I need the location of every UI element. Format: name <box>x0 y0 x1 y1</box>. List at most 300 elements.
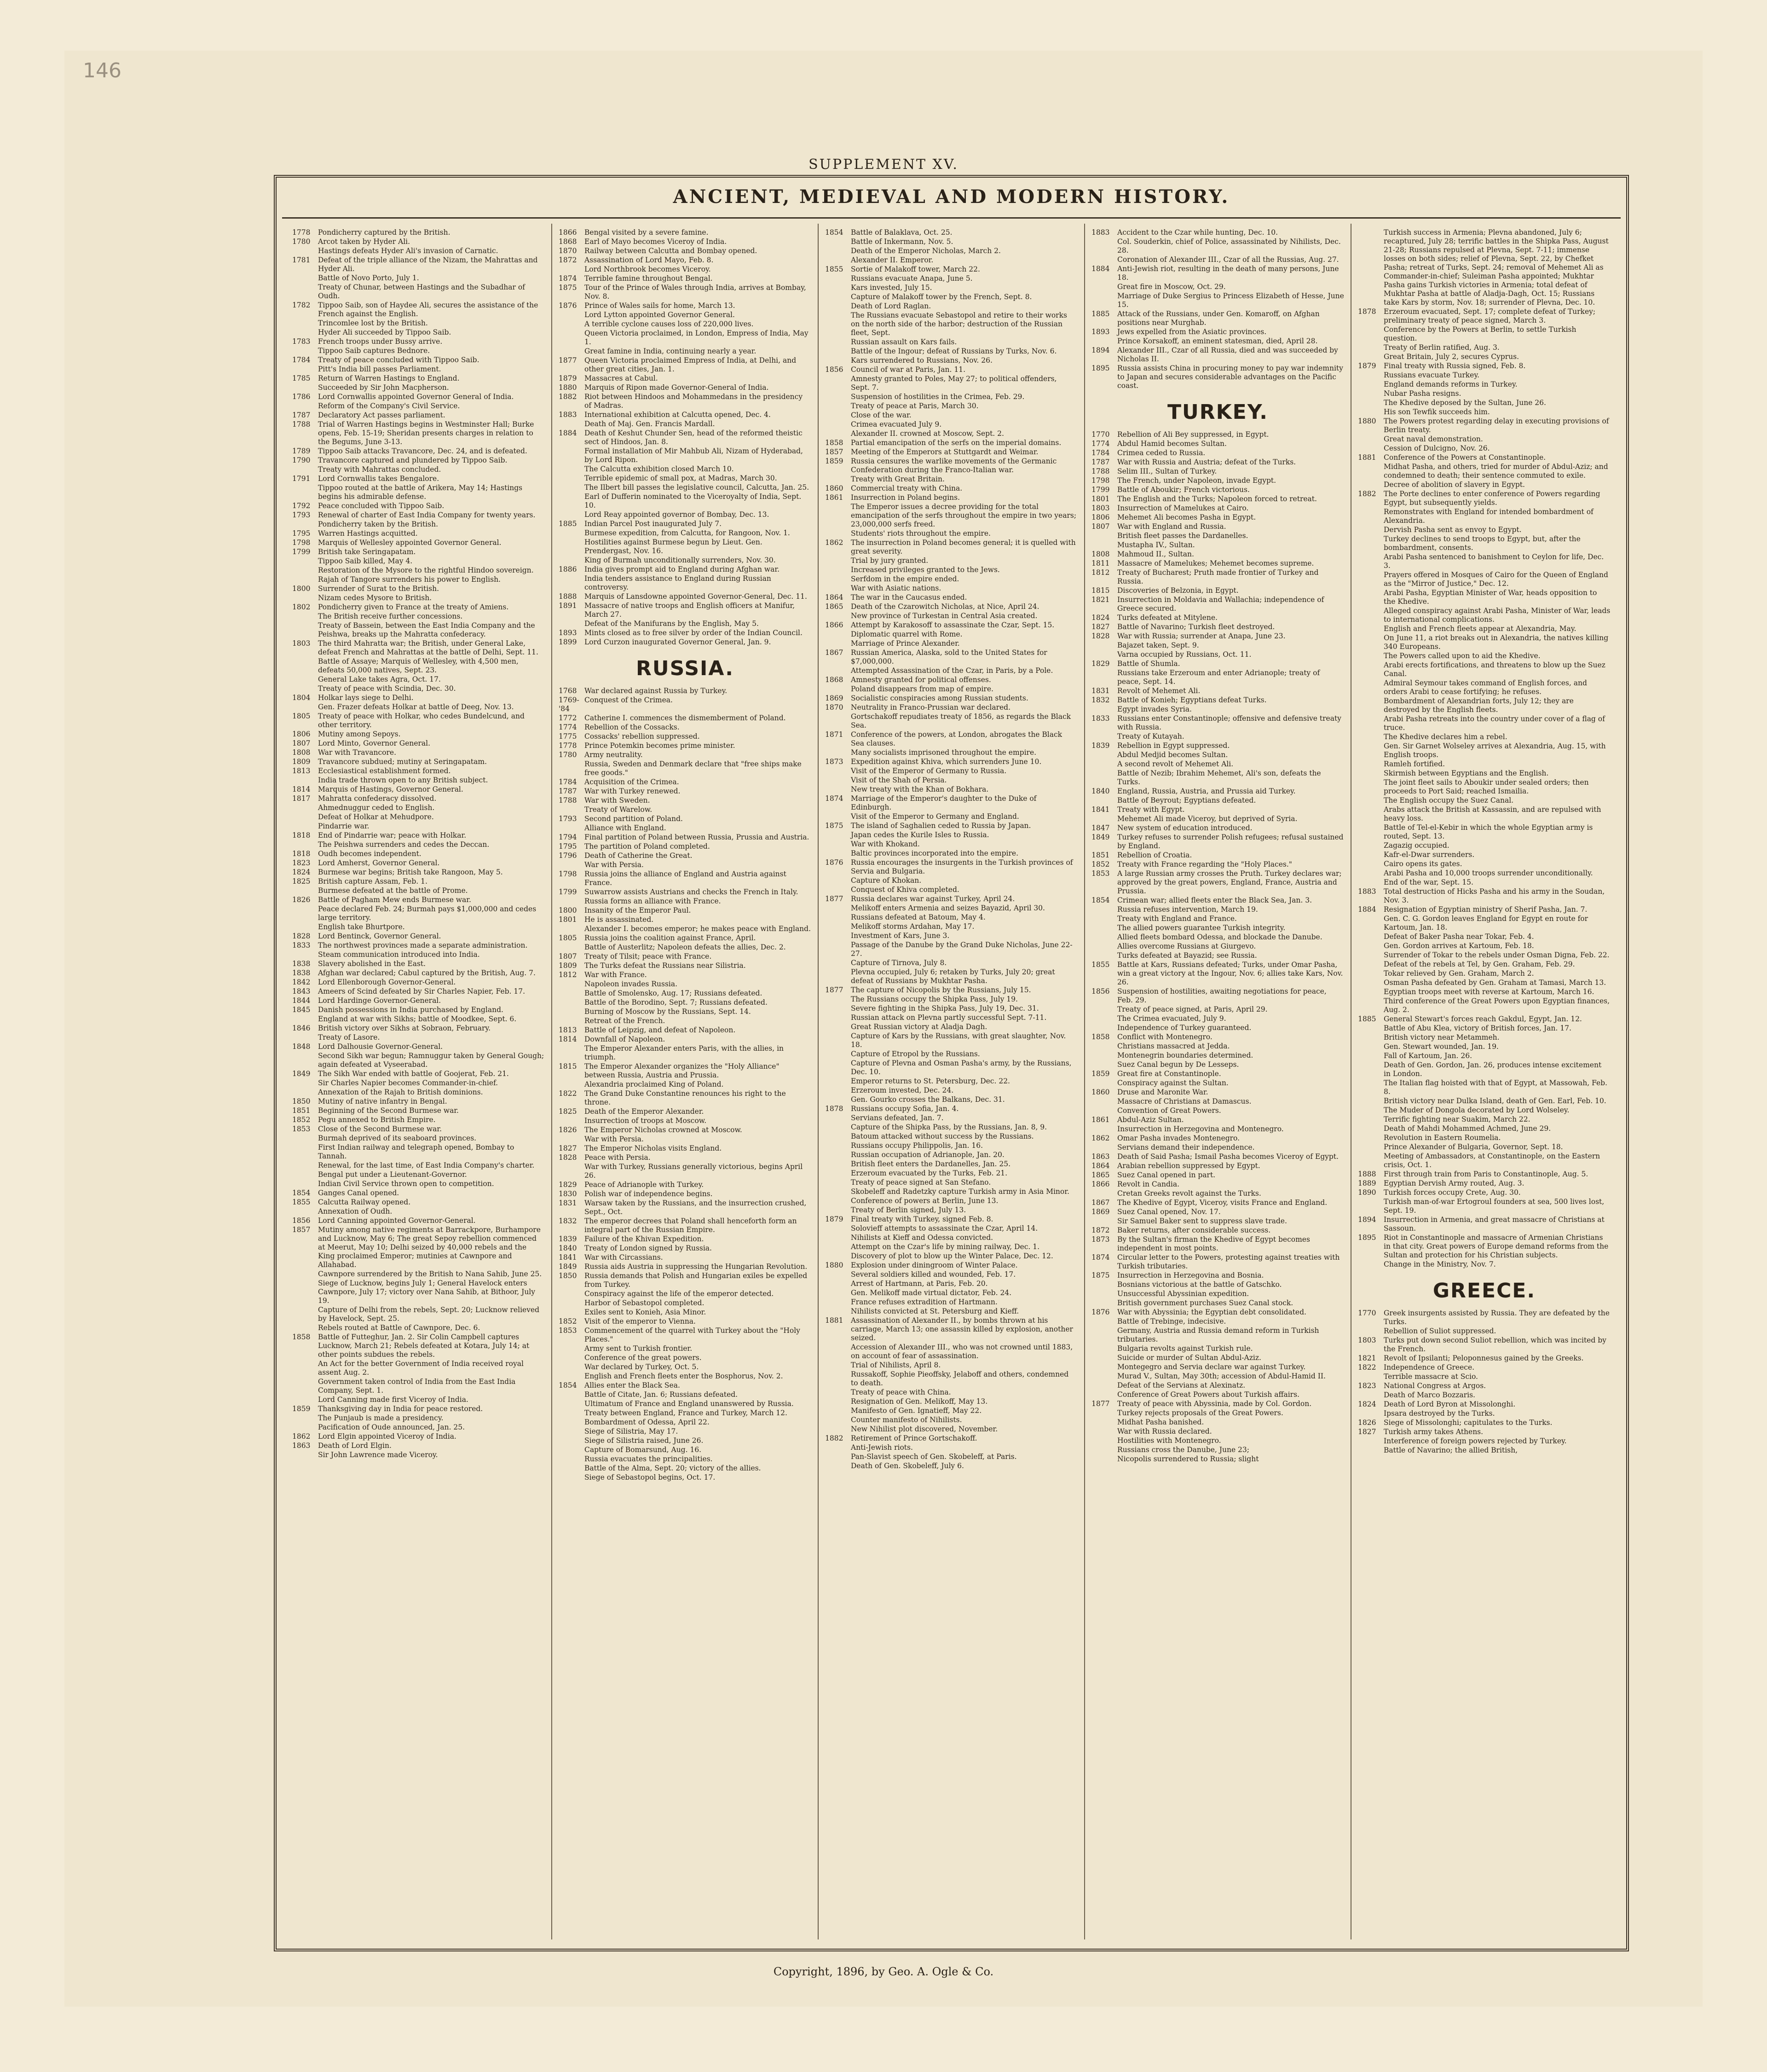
history-entry <box>1358 228 1611 307</box>
entry-year <box>559 574 584 592</box>
entry-year <box>825 1095 851 1104</box>
history-entry <box>292 978 545 987</box>
entry-year <box>825 247 851 255</box>
history-entry <box>1091 751 1344 759</box>
history-entry <box>292 420 545 446</box>
entry-text: Battle of Abu Klea, victory of British forces, Jan. 17. <box>1384 1024 1571 1032</box>
entry-year <box>1358 535 1384 552</box>
entry-year <box>1091 541 1117 550</box>
history-entry <box>292 1134 545 1143</box>
history-entry <box>1358 1052 1611 1060</box>
entry-text: Council of war at Paris, Jan. 11. <box>851 365 966 374</box>
history-entry <box>825 365 1078 374</box>
entry-text: Conspiracy against the Sultan. <box>1117 1079 1229 1087</box>
entry-text: Lord Canning made first Viceroy of India. <box>318 1395 468 1404</box>
entry-year <box>1091 1427 1117 1436</box>
history-entry <box>825 1197 1078 1205</box>
entry-year <box>1358 343 1384 352</box>
entry-text: The capture of Nicopolis by the Russians, July 15. <box>851 986 1031 994</box>
entry-text: War with Travancore. <box>318 748 397 757</box>
history-entry <box>559 1372 811 1381</box>
history-entry <box>825 1443 1078 1452</box>
history-entry <box>1358 1354 1611 1363</box>
history-entry <box>292 1333 545 1359</box>
history-entry <box>292 411 545 420</box>
entry-year: 1805 <box>292 712 311 720</box>
entry-text: Turkey declines to send troops to Egypt, but, after the bombardment, consents. <box>1384 535 1581 552</box>
entry-text: Annexation of the Rajah to British dominions. <box>318 1088 483 1096</box>
history-entry <box>825 1023 1078 1031</box>
entry-year: 1774 <box>1091 440 1110 448</box>
entry-text: Manifesto of Gen. Ignatieff, May 22. <box>851 1406 982 1415</box>
entry-text: British victory over Sikhs at Sobraon, February. <box>318 1024 491 1032</box>
entry-year: 1854 <box>1091 896 1110 904</box>
entry-year <box>292 1395 318 1404</box>
entry-text: Capture of Etropol by the Russians. <box>851 1050 980 1058</box>
entry-year <box>1358 997 1384 1014</box>
entry-text: Prince Korsakoff, an eminent statesman, died, April 28. <box>1117 337 1318 345</box>
history-entry <box>1091 1162 1344 1170</box>
entry-text: Dervish Pasha sent as envoy to Egypt. <box>1384 526 1522 534</box>
entry-text: Turkish man-of-war Ertogroul founders at sea, 500 lives lost, Sept. 19. <box>1384 1198 1605 1215</box>
entry-text: Lord Hardinge Governor-General. <box>318 996 441 1005</box>
entry-year <box>292 813 318 822</box>
entry-year: 1874 <box>825 794 843 803</box>
entry-text: Fall of Kartoum, Jan. 26. <box>1384 1052 1472 1060</box>
history-entry <box>559 311 811 319</box>
entry-text: Conference of the great powers. <box>584 1354 702 1362</box>
entry-text: Close of the Second Burmese war. <box>318 1125 442 1133</box>
entry-text: Marriage of the Emperor's daughter to the Duke of Edinburgh. <box>851 794 1037 811</box>
entry-year: 1865 <box>1091 1171 1110 1179</box>
history-entry <box>825 1307 1078 1316</box>
history-entry <box>559 1446 811 1454</box>
entry-year <box>292 594 318 602</box>
entry-text: Insurrection in Moldavia and Wallachia; independence of Greece secured. <box>1117 596 1324 613</box>
history-entry <box>559 1344 811 1353</box>
history-entry <box>1091 769 1344 787</box>
history-entry <box>559 1117 811 1125</box>
entry-year <box>559 824 584 833</box>
history-entry <box>1091 1253 1344 1271</box>
entry-text: Jews expelled from the Asiatic provinces. <box>1117 328 1267 336</box>
history-entry <box>825 886 1078 894</box>
entry-year <box>825 1289 851 1297</box>
entry-year <box>1091 255 1117 264</box>
entry-year <box>292 484 318 501</box>
entry-text: Death of Lord Elgin. <box>318 1441 392 1450</box>
history-entry <box>292 1360 545 1377</box>
history-entry <box>825 639 1078 648</box>
history-entry <box>825 1086 1078 1095</box>
entry-year: 1882 <box>559 393 577 401</box>
entry-text: Discovery of plot to blow up the Winter Palace, Dec. 12. <box>851 1252 1053 1260</box>
history-entry <box>559 1017 811 1025</box>
history-entry <box>559 374 811 383</box>
entry-year <box>1091 337 1117 346</box>
entry-year: 1787 <box>559 787 577 795</box>
entry-text: Catherine I. commences the dismemberment of Poland. <box>584 714 786 722</box>
entry-year <box>1091 732 1117 741</box>
entry-text: Indian Parcel Post inaugurated July 7. <box>584 520 722 528</box>
history-entry <box>825 1169 1078 1178</box>
entry-text: Battle of Balaklava, Oct. 25. <box>851 228 953 237</box>
entry-year <box>825 1032 851 1049</box>
entry-text: Druse and Maronite War. <box>1117 1088 1208 1096</box>
history-entry <box>559 851 811 860</box>
history-entry <box>825 448 1078 457</box>
entry-year <box>1358 823 1384 841</box>
entry-text: Russia aids Austria in suppressing the Hungarian Revolution. <box>584 1262 808 1271</box>
history-entry <box>1091 714 1344 732</box>
entry-text: Earl of Mayo becomes Viceroy of India. <box>584 237 727 246</box>
entry-text: The Calcutta exhibition closed March 10. <box>584 465 734 473</box>
history-entry <box>1358 399 1611 407</box>
entry-year <box>292 923 318 932</box>
entry-text: Great fire in Moscow, Oct. 29. <box>1117 283 1226 291</box>
entry-year: 1895 <box>1358 1233 1376 1242</box>
history-entry <box>559 1235 811 1244</box>
history-entry <box>292 1423 545 1432</box>
entry-text: Tokar relieved by Gen. Graham, March 2. <box>1384 969 1534 978</box>
entry-year: 1879 <box>559 374 577 382</box>
entry-year <box>292 365 318 374</box>
history-entry <box>825 858 1078 876</box>
entry-text: Treaty of Tilsit; peace with France. <box>584 952 712 961</box>
history-entry <box>825 393 1078 401</box>
history-entry <box>292 337 545 346</box>
history-entry <box>559 980 811 989</box>
entry-text: A terrible cyclone causes loss of 220,000 lives. <box>584 320 754 328</box>
entry-text: Omar Pasha invades Montenegro. <box>1117 1134 1240 1142</box>
entry-year: 1878 <box>1358 307 1376 316</box>
history-entry <box>825 840 1078 849</box>
history-entry <box>292 1097 545 1106</box>
entry-year <box>825 237 851 246</box>
entry-year: 1878 <box>825 1105 843 1113</box>
entry-year: 1859 <box>825 457 843 465</box>
entry-year: 1884 <box>559 429 577 437</box>
entry-year: 1807 <box>1091 522 1110 531</box>
entry-text: Russakoff, Sophie Pieoffsky, Jelaboff and others, condemned to death. <box>851 1370 1069 1387</box>
entry-year: 1790 <box>292 456 311 464</box>
history-entry <box>1358 1391 1611 1400</box>
history-entry <box>825 1132 1078 1141</box>
entry-year <box>825 712 851 730</box>
entry-text: Lord Bentinck, Governor General. <box>318 932 441 940</box>
entry-text: The Crimea evacuated, July 9. <box>1117 1014 1226 1023</box>
entry-year <box>825 1243 851 1251</box>
history-entry <box>825 429 1078 438</box>
entry-text: Japan cedes the Kurile Isles to Russia. <box>851 831 989 839</box>
history-entry <box>825 1187 1078 1196</box>
entry-text: Trial of Warren Hastings begins in Westminster Hall; Burke opens, Feb. 15-19; Sheridan presents charges in relation to the Begums, June 3-13. <box>318 420 534 446</box>
entry-text: By the Sultan's firman the Khedive of Egypt becomes independent in most points. <box>1117 1235 1310 1252</box>
entry-text: Russia demands that Polish and Hungarian exiles be expelled from Turkey. <box>584 1272 808 1289</box>
entry-year: 1858 <box>1091 1033 1110 1041</box>
history-entry <box>292 1125 545 1134</box>
history-entry <box>1358 978 1611 987</box>
entry-year: 1875 <box>559 284 577 292</box>
entry-year <box>1358 634 1384 651</box>
entry-year <box>825 840 851 849</box>
entry-text: Commencement of the quarrel with Turkey about the "Holy Places." <box>584 1326 800 1343</box>
entry-text: Afghan war declared; Cabul captured by the British, Aug. 7. <box>318 969 536 977</box>
entry-text: Battle of Aboukir; French victorious. <box>1117 486 1250 494</box>
entry-text: Cawnpore surrendered by the British to Nana Sahib, June 25. <box>318 1270 542 1278</box>
entry-year <box>825 1279 851 1288</box>
entry-text: Kars invested, July 15. <box>851 284 932 292</box>
entry-year: 1821 <box>1091 596 1110 604</box>
entry-year <box>1358 1042 1384 1051</box>
history-entry <box>559 1080 811 1089</box>
entry-text: Investment of Kars, June 3. <box>851 932 950 940</box>
entry-text: Abdul Medjid becomes Sultan. <box>1117 751 1228 759</box>
entry-year <box>1091 1317 1117 1326</box>
entry-text: Alliance with England. <box>584 824 666 832</box>
entry-text: Travancore captured and plundered by Tippoo Saib. <box>318 456 508 464</box>
entry-year: 1876 <box>825 858 843 867</box>
entry-year <box>825 1462 851 1470</box>
entry-year: 1874 <box>1091 1253 1110 1262</box>
history-entry <box>825 932 1078 940</box>
entry-text: Battle of Austerlitz; Napoleon defeats the allies, Dec. 2. <box>584 943 786 951</box>
entry-text: War with Persia. <box>584 861 644 869</box>
history-entry <box>1091 1024 1344 1032</box>
entry-text: Turkey rejects proposals of the Great Powers. <box>1117 1409 1283 1417</box>
entry-text: Russia joins the coalition against France, April. <box>584 934 756 942</box>
entry-year <box>1091 905 1117 914</box>
history-entry <box>1091 586 1344 595</box>
entry-text: Treaty of peace signed at San Stefano. <box>851 1178 991 1186</box>
history-entry <box>1091 1180 1344 1189</box>
entry-year <box>559 1400 584 1408</box>
entry-year: 1803 <box>1091 504 1110 512</box>
entry-text: Nizam cedes Mysore to British. <box>318 594 432 602</box>
history-entry <box>292 393 545 401</box>
entry-text: Bosnians victorious at the battle of Gatschko. <box>1117 1280 1282 1289</box>
history-entry <box>559 1217 811 1234</box>
history-entry <box>1358 553 1611 570</box>
entry-text: Increased privileges granted to the Jews. <box>851 566 1000 574</box>
entry-year: 1876 <box>1091 1308 1110 1316</box>
history-entry <box>1358 1382 1611 1390</box>
entry-text: Polish war of independence begins. <box>584 1190 713 1198</box>
entry-year: 1806 <box>292 730 311 738</box>
entry-year: 1831 <box>1091 687 1110 695</box>
history-entry <box>292 703 545 712</box>
history-entry <box>559 592 811 601</box>
entry-text: Interference of foreign powers rejected by Turkey. <box>1384 1437 1567 1445</box>
entry-text: Suez Canal opened in part. <box>1117 1171 1216 1179</box>
entry-year <box>292 1360 318 1377</box>
history-entry <box>559 906 811 915</box>
history-entry <box>292 465 545 474</box>
history-entry <box>292 374 545 383</box>
entry-year <box>292 283 318 301</box>
entry-text: The joint fleet sails to Aboukir under sealed orders; then proceeds to Port Said; reached Ismailia. <box>1384 778 1589 795</box>
history-entry <box>559 961 811 970</box>
history-entry <box>559 1363 811 1372</box>
entry-year <box>292 1423 318 1432</box>
entry-text: The Punjaub is made a presidency. <box>318 1414 444 1422</box>
entry-text: Russians enter Constantinople; offensive and defensive treaty with Russia. <box>1117 714 1341 731</box>
entry-text: Great Russian victory at Aladja Dagh. <box>851 1023 987 1031</box>
history-entry <box>559 1272 811 1289</box>
entry-year <box>292 1279 318 1305</box>
history-entry <box>1091 1344 1344 1353</box>
entry-year <box>292 557 318 566</box>
entry-year: 1786 <box>292 393 311 401</box>
entry-text: Massacres at Cabul. <box>584 374 658 382</box>
entry-year: 1826 <box>292 896 311 904</box>
entry-year <box>1091 1280 1117 1289</box>
entry-text: The Peishwa surrenders and cedes the Deccan. <box>318 840 490 849</box>
history-entry <box>1091 1189 1344 1198</box>
entry-year <box>1091 669 1117 686</box>
history-entry <box>1358 1079 1611 1096</box>
history-entry <box>825 1160 1078 1169</box>
entry-text: Arabi Pasha sentenced to banishment to Ceylon for life, Dec. 3. <box>1384 553 1604 570</box>
entry-year <box>1091 1436 1117 1445</box>
entry-year: 1832 <box>559 1217 577 1225</box>
history-entry <box>825 922 1078 931</box>
entry-year <box>825 393 851 401</box>
history-entry <box>559 284 811 301</box>
entry-text: Midhat Pasha, and others, tried for murder of Abdul-Aziz; and condemned to death; their sentence commuted to exile. <box>1384 463 1608 480</box>
entry-text: Col. Souderkin, chief of Police, assassinated by Nihilists, Dec. 28. <box>1117 237 1341 255</box>
history-entry <box>825 1462 1078 1470</box>
history-entry <box>1358 444 1611 453</box>
entry-text: Death of Gen. Skobeleff, July 6. <box>851 1462 964 1470</box>
entry-year: 1803 <box>1358 1336 1376 1344</box>
entry-text: Admiral Seymour takes command of English forces, and orders Arabi to cease fortifying; he refuses. <box>1384 679 1587 696</box>
entry-text: Attack of the Russians, under Gen. Komaroff, on Afghan positions near Murghab. <box>1117 310 1320 327</box>
history-entry <box>1358 371 1611 380</box>
history-entry <box>1091 760 1344 769</box>
entry-text: Pegu annexed to British Empire. <box>318 1116 436 1124</box>
history-entry <box>559 529 811 538</box>
entry-text: Cession of Dulcigno, Nov. 26. <box>1384 444 1490 452</box>
entry-text: Sir John Lawrence made Viceroy. <box>318 1451 438 1459</box>
history-entry <box>1358 878 1611 887</box>
history-entry <box>1358 1372 1611 1381</box>
history-entry <box>825 876 1078 885</box>
history-entry <box>1091 550 1344 559</box>
entry-year: 1875 <box>825 822 843 830</box>
entry-year <box>825 284 851 292</box>
entry-year: 1782 <box>292 301 311 309</box>
history-entry <box>825 767 1078 776</box>
entry-text: Arabi Pasha retreats into the country under cover of a flag of truce. <box>1384 715 1605 732</box>
history-entry <box>825 712 1078 730</box>
entry-year: 1849 <box>292 1070 311 1078</box>
entry-text: Burmese expedition, from Calcutta, for Rangoon, Nov. 1. <box>584 529 790 537</box>
entry-year: 1867 <box>1091 1198 1110 1207</box>
history-entry <box>1091 513 1344 522</box>
history-entry <box>825 676 1078 684</box>
entry-text: Decree of abolition of slavery in Egypt. <box>1384 480 1525 489</box>
entry-year <box>559 492 584 510</box>
history-entry <box>559 556 811 565</box>
entry-text: Assassination of Alexander II., by bombs thrown at his carriage, March 13; one assassin killed by explosion, another seized. <box>851 1316 1073 1342</box>
entry-text: Insurrection in Armenia, and great massacre of Christians at Sassoun. <box>1384 1215 1605 1233</box>
entry-text: Rebellion of the Cossacks. <box>584 723 680 731</box>
history-entry <box>1358 796 1611 805</box>
entry-text: Prince Potemkin becomes prime minister. <box>584 741 735 750</box>
history-entry <box>559 429 811 446</box>
history-entry <box>1091 486 1344 494</box>
history-entry <box>1091 1427 1344 1436</box>
entry-year <box>1358 760 1384 769</box>
entry-text: The Turks defeat the Russians near Silistria. <box>584 961 746 970</box>
history-entry <box>292 1207 545 1216</box>
entry-year: 1826 <box>1358 1418 1376 1427</box>
entry-text: Erzeroum evacuated by the Turks, Feb. 21. <box>851 1169 1008 1177</box>
history-entry <box>1358 914 1611 932</box>
entry-text: Allies overcome Russians at Giurgevo. <box>1117 942 1256 950</box>
entry-text: Warren Hastings acquitted. <box>318 529 418 538</box>
history-entry <box>1091 541 1344 550</box>
entry-text: The Powers protest regarding delay in executing provisions of Berlin treaty. <box>1384 417 1609 434</box>
history-entry <box>292 960 545 968</box>
entry-text: Bombardment of Odessa, April 22. <box>584 1418 710 1426</box>
entry-text: Russia censures the warlike movements of the Germanic Confederation during the Franco-Italian war. <box>851 457 1057 474</box>
entry-year <box>825 1388 851 1397</box>
history-entry <box>825 849 1078 858</box>
entry-text: Hastings defeats Hyder Ali's invasion of Carnatic. <box>318 247 498 255</box>
entry-text: Turkish success in Armenia; Plevna abandoned, July 6; recaptured, July 28; terrific battles in the Shipka Pass, August 21-28; Russians repulsed at Plevna, Sept. 7-11; immense losses on both sides; relief of Plevna, Sept. 22, by Chefket Pasha; retreat of Turks, Sept. 24; removal of Mehemet Ali as Commander-in-chief; Suleiman Pasha appointed; Mukhtar Pasha gains Turkish victories in Armenia; total defeat of Mukhtar Pasha at battle of Aladja-Dagh, Oct. 15; Russians take Kars by storm, Nov. 18; surrender of Plevna, Dec. 10. <box>1384 228 1609 307</box>
entry-year <box>1358 1033 1384 1042</box>
history-entry <box>559 347 811 356</box>
entry-text: Lord Amherst, Governor General. <box>318 859 440 867</box>
history-entry <box>1091 1116 1344 1124</box>
entry-text: Ahmednuggur ceded to English. <box>318 804 435 812</box>
history-entry <box>1358 1152 1611 1169</box>
entry-text: Greek insurgents assisted by Russia. They are defeated by the Turks. <box>1384 1309 1610 1326</box>
entry-year: 1833 <box>292 941 311 949</box>
history-entry <box>825 411 1078 420</box>
entry-year <box>559 510 584 519</box>
entry-text: Burmese defeated at the battle of Prome. <box>318 886 468 895</box>
entry-year <box>559 538 584 556</box>
history-entry <box>559 787 811 796</box>
entry-text: Gen. Stewart wounded, Jan. 19. <box>1384 1042 1499 1051</box>
history-entry <box>1091 641 1344 650</box>
entry-year: 1788 <box>1091 467 1110 475</box>
entry-text: Conference of the powers, at London, abrogates the Black Sea clauses. <box>851 730 1063 747</box>
entry-text: Montenegrin boundaries determined. <box>1117 1051 1253 1059</box>
entry-year <box>1358 1115 1384 1124</box>
history-entry <box>1358 841 1611 850</box>
entry-text: Lord Canning appointed Governor-General. <box>318 1216 476 1225</box>
history-entry <box>1091 1125 1344 1134</box>
entry-text: Suez Canal opened, Nov. 17. <box>1117 1208 1221 1216</box>
entry-year <box>1091 796 1117 805</box>
history-entry <box>559 1026 811 1035</box>
entry-text: Russia forms an alliance with France. <box>584 897 721 905</box>
entry-text: Arcot taken by Hyder Ali. <box>318 237 410 246</box>
entry-year <box>1358 589 1384 606</box>
entry-text: Capture of Khokan. <box>851 876 922 885</box>
entry-text: Conference of Great Powers about Turkish affairs. <box>1117 1390 1299 1399</box>
history-entry <box>292 868 545 877</box>
history-entry <box>1091 933 1344 942</box>
entry-text: Skirmish between Egyptians and the English. <box>1384 769 1549 777</box>
entry-year <box>1358 661 1384 678</box>
entry-year <box>825 1004 851 1013</box>
history-entry <box>559 520 811 528</box>
